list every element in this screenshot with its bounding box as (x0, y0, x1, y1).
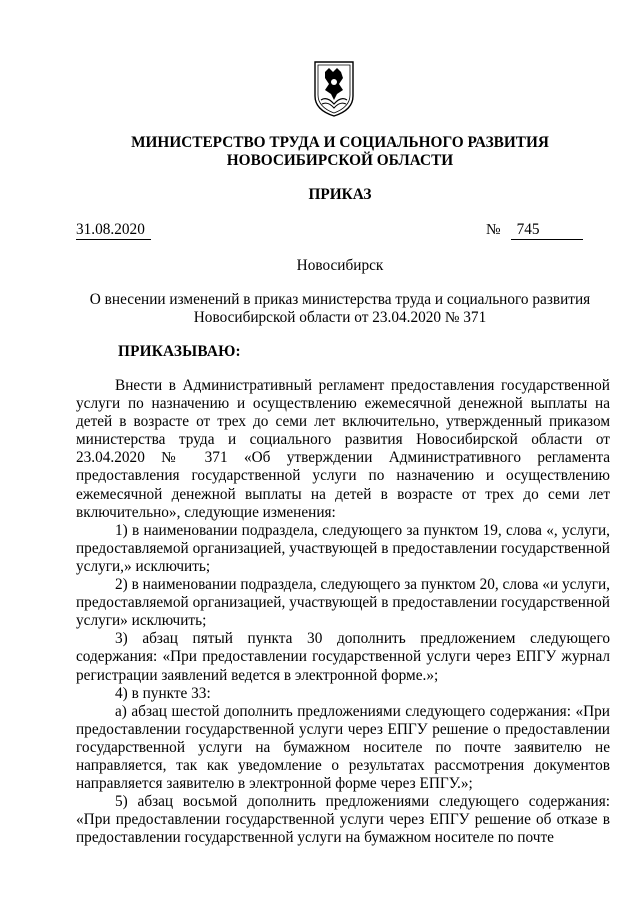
coat-of-arms-icon (313, 60, 355, 118)
city: Новосибирск (296, 257, 384, 274)
paragraph-item-4a: а) абзац шестой дополнить предложениями следующего содержания: «При предоставлении государственной услуги через ЕПГУ решение о предоставлении государственной услуги на бумажном носителе по почте заявителю не направляется, так как уведомление о результатах рассмотрения документов направляется заявителю в электронной форме через ЕПГУ.»; (76, 702, 610, 793)
paragraph-item-1: 1) в наименовании подраздела, следующего за пунктом 19, слова «, услуги, предоставляемой организацией, участвующей в предоставлении государственной услуги,» исключить; (76, 521, 610, 575)
subject-line-2: Новосибирской области от 23.04.2020 № 371 (193, 309, 487, 326)
ministry-line-2: НОВОСИБИРСКОЙ ОБЛАСТИ (226, 152, 454, 169)
paragraph-intro: Внести в Административный регламент предоставления государственной услуги по назначению и осуществлению ежемесячной денежной выплаты на детей в возрасте от трех до семи лет включительно, утвержденный приказом министерства труда и социального развития Новосибирской области от 23.04.2020 № 371 «Об утверждении Административного регламента предоставления государственной услуги по назначению и осуществлению ежемесячной денежной выплаты на детей в возрасте от трех до семи лет включительно», следующие изменения: (76, 377, 610, 521)
ministry-line-1: МИНИСТЕРСТВО ТРУДА И СОЦИАЛЬНОГО РАЗВИТИЯ (131, 134, 549, 151)
ministry-name (60, 134, 620, 170)
paragraph-item-5: 5) абзац восьмой дополнить предложениями следующего содержания: «При предоставлении государственной услуги через ЕПГУ решение об отказе в предоставлении государственной услуги на бумажном носителе по почте (76, 793, 610, 847)
order-number: 745 (511, 221, 583, 240)
order-body (76, 377, 610, 847)
paragraph-item-2: 2) в наименовании подраздела, следующего за пунктом 20, слова «и услуги, предоставляемой организацией, участвующей в предоставлении государственной услуги» исключить; (76, 576, 610, 630)
document-type: ПРИКАЗ (308, 186, 372, 203)
command-heading: ПРИКАЗЫВАЮ: (118, 343, 241, 360)
number-sign: № (486, 221, 501, 238)
order-date: 31.08.2020 (76, 221, 151, 240)
order-subject (60, 291, 620, 327)
paragraph-item-4: 4) в пункте 33: (115, 684, 211, 702)
paragraph-item-3: 3) абзац пятый пункта 30 дополнить предложением следующего содержания: «При предоставлении государственной услуги через ЕПГУ журнал регистрации заявлений ведется в электронной форме.»; (76, 630, 610, 684)
order-number-block (486, 221, 583, 240)
subject-line-1: О внесении изменений в приказ министерства труда и социального развития (89, 291, 591, 308)
